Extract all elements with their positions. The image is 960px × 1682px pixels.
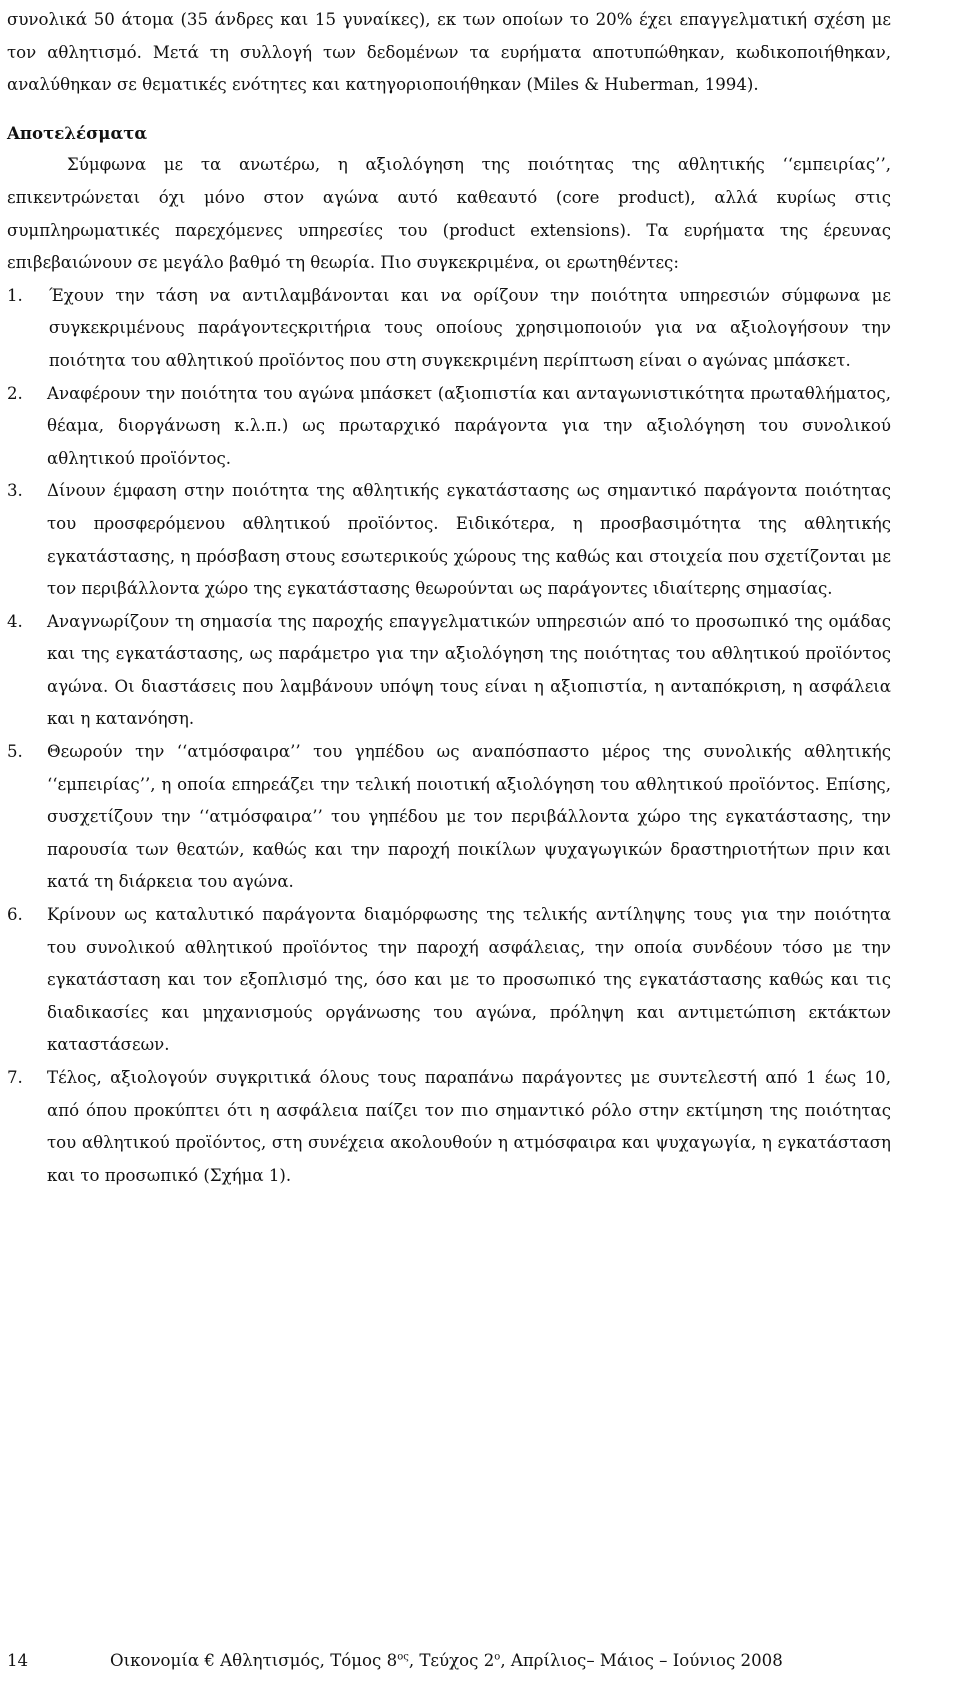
finding-text: Θεωρούν την ‘‘ατμόσφαιρα’’ του γηπέδου ως αναπόσπαστο μέρος της συνολικής αθλητικής ‘‘εμπειρίας’’, η οποία επηρεάζει την τελική ποιοτική αξιολόγηση του αθλητικού προϊόντος. Επίσης, συσχετίζουν την ‘‘ατμόσφαιρα’’ του γηπέδου με τον περιβάλλοντα χώρο της εγκατάστασης, την παρουσία των θεατών, καθώς και την παροχή ποικίλων ψυχαγωγικών δραστηριοτήτων πριν και κατά τη διάρκεια του αγώνα. [47, 742, 891, 892]
finding-text: Αναφέρουν την ποιότητα του αγώνα μπάσκετ (αξιοπιστία και ανταγωνιστικότητα πρωταθλήματος, θέαμα, διοργάνωση κ.λ.π.) ως πρωταρχικό παράγοντα για την αξιολόγηση του συνολικού αθλητικού προϊόντος. [47, 383, 891, 468]
finding-item-5 [7, 736, 891, 899]
volume-superscript: ος [397, 1651, 409, 1663]
finding-item-6 [7, 899, 891, 1062]
page-footer [0, 1646, 960, 1676]
page-body [7, 4, 891, 1192]
finding-number: 7. [7, 1068, 23, 1087]
finding-item-2 [7, 378, 891, 476]
running-head [110, 1646, 783, 1676]
finding-number: 1. [7, 285, 23, 305]
issue-text: , Τεύχος 2 [408, 1651, 495, 1670]
finding-item-1 [7, 280, 891, 378]
finding-number: 2. [7, 383, 23, 403]
finding-item-4 [7, 606, 891, 736]
finding-text: Κρίνουν ως καταλυτικό παράγοντα διαμόρφωσης της τελικής αντίληψης τους για την ποιότητα του συνολικού αθλητικού προϊόντος την παροχή ασφάλειας, την οποία συνδέουν τόσο με την εγκατάσταση και τον εξοπλισμό της, όσο και με το προσωπικό της εγκατάστασης καθώς και τις διαδικασίες και μηχανισμούς οργάνωσης του αγώνα, πρόληψη και αντιμετώπιση εκτάκτων καταστάσεων. [47, 905, 891, 1055]
finding-number: 6. [7, 905, 23, 925]
intro-paragraph: συνολικά 50 άτομα (35 άνδρες και 15 γυναίκες), εκ των οποίων το 20% έχει επαγγελματική σχέση με τον αθλητισμό. Μετά τη συλλογή των δεδομένων τα ευρήματα αποτυπώθηκαν, κωδικοποιήθηκαν, αναλύθηκαν σε θεματικές ενότητες και κατηγοριοποιήθηκαν (Miles & Huberman, 1994). [7, 10, 891, 95]
issue-period: , Απρίλιος– Μάιος – Ιούνιος 2008 [500, 1651, 783, 1670]
finding-item-3 [7, 475, 891, 605]
issue-superscript: ο [494, 1651, 501, 1663]
results-paragraph: Σύμφωνα με τα ανωτέρω, η αξιολόγηση της ποιότητας της αθλητικής ‘‘εμπειρίας’’, επικεντρώνεται όχι μόνο στον αγώνα αυτό καθεαυτό (core product), αλλά κυρίως στις συμπληρωματικές παρεχόμενες υπηρεσίες του (product extensions). Τα ευρήματα της έρευνας επιβεβαιώνουν σε μεγάλο βαθμό τη θεωρία. Πιο συγκεκριμένα, οι ερωτηθέντες: [7, 155, 891, 273]
page-number: 14 [7, 1651, 29, 1670]
finding-number: 4. [7, 611, 23, 631]
findings-list [7, 280, 891, 1193]
finding-number: 5. [7, 742, 23, 762]
finding-number: 3. [7, 481, 23, 501]
finding-text: Τέλος, αξιολογούν συγκριτικά όλους τους παραπάνω παράγοντες με συντελεστή από 1 έως 10, από όπου προκύπτει ότι η ασφάλεια παίζει τον πιο σημαντικό ρόλο στην εκτίμηση της ποιότητας του αθλητικού προϊόντος, στη συνέχεια ακολουθούν η ατμόσφαιρα και ψυχαγωγία, η εγκατάσταση και το προσωπικό (Σχήμα 1). [47, 1068, 891, 1185]
finding-text: Αναγνωρίζουν τη σημασία της παροχής επαγγελματικών υπηρεσιών από το προσωπικό της ομάδας και της εγκατάστασης, ως παράμετρο για την αξιολόγηση της ποιότητας του αθλητικού προϊόντος αγώνα. Οι διαστάσεις που λαμβάνουν υπόψη τους είναι η αξιοπιστία, η ανταπόκριση, η ασφάλεια και η κατανόηση. [47, 611, 891, 729]
finding-text: Δίνουν έμφαση στην ποιότητα της αθλητικής εγκατάστασης ως σημαντικό παράγοντα ποιότητας του προσφερόμενου αθλητικού προϊόντος. Ειδικότερα, η προσβασιμότητα της αθλητικής εγκατάστασης, η πρόσβαση στους εσωτερικούς χώρους της καθώς και στοιχεία που σχετίζονται με τον περιβάλλοντα χώρο της εγκατάστασης θεωρούνται ως παράγοντες ιδιαίτερης σημασίας. [47, 481, 891, 599]
journal-title: Οικονομία € Αθλητισμός, Τόμος 8 [110, 1651, 398, 1670]
finding-text: Έχουν την τάση να αντιλαμβάνονται και να ορίζουν την ποιότητα υπηρεσιών σύμφωνα με συγκεκριμένους παράγοντεςκριτήρια τους οποίους χρησιμοποιούν για να αξιολογήσουν την ποιότητα του αθλητικού προϊόντος που στη συγκεκριμένη περίπτωση είναι ο αγώνας μπάσκετ. [48, 285, 891, 370]
results-heading: Αποτελέσματα [7, 122, 148, 143]
finding-item-7 [7, 1062, 891, 1192]
